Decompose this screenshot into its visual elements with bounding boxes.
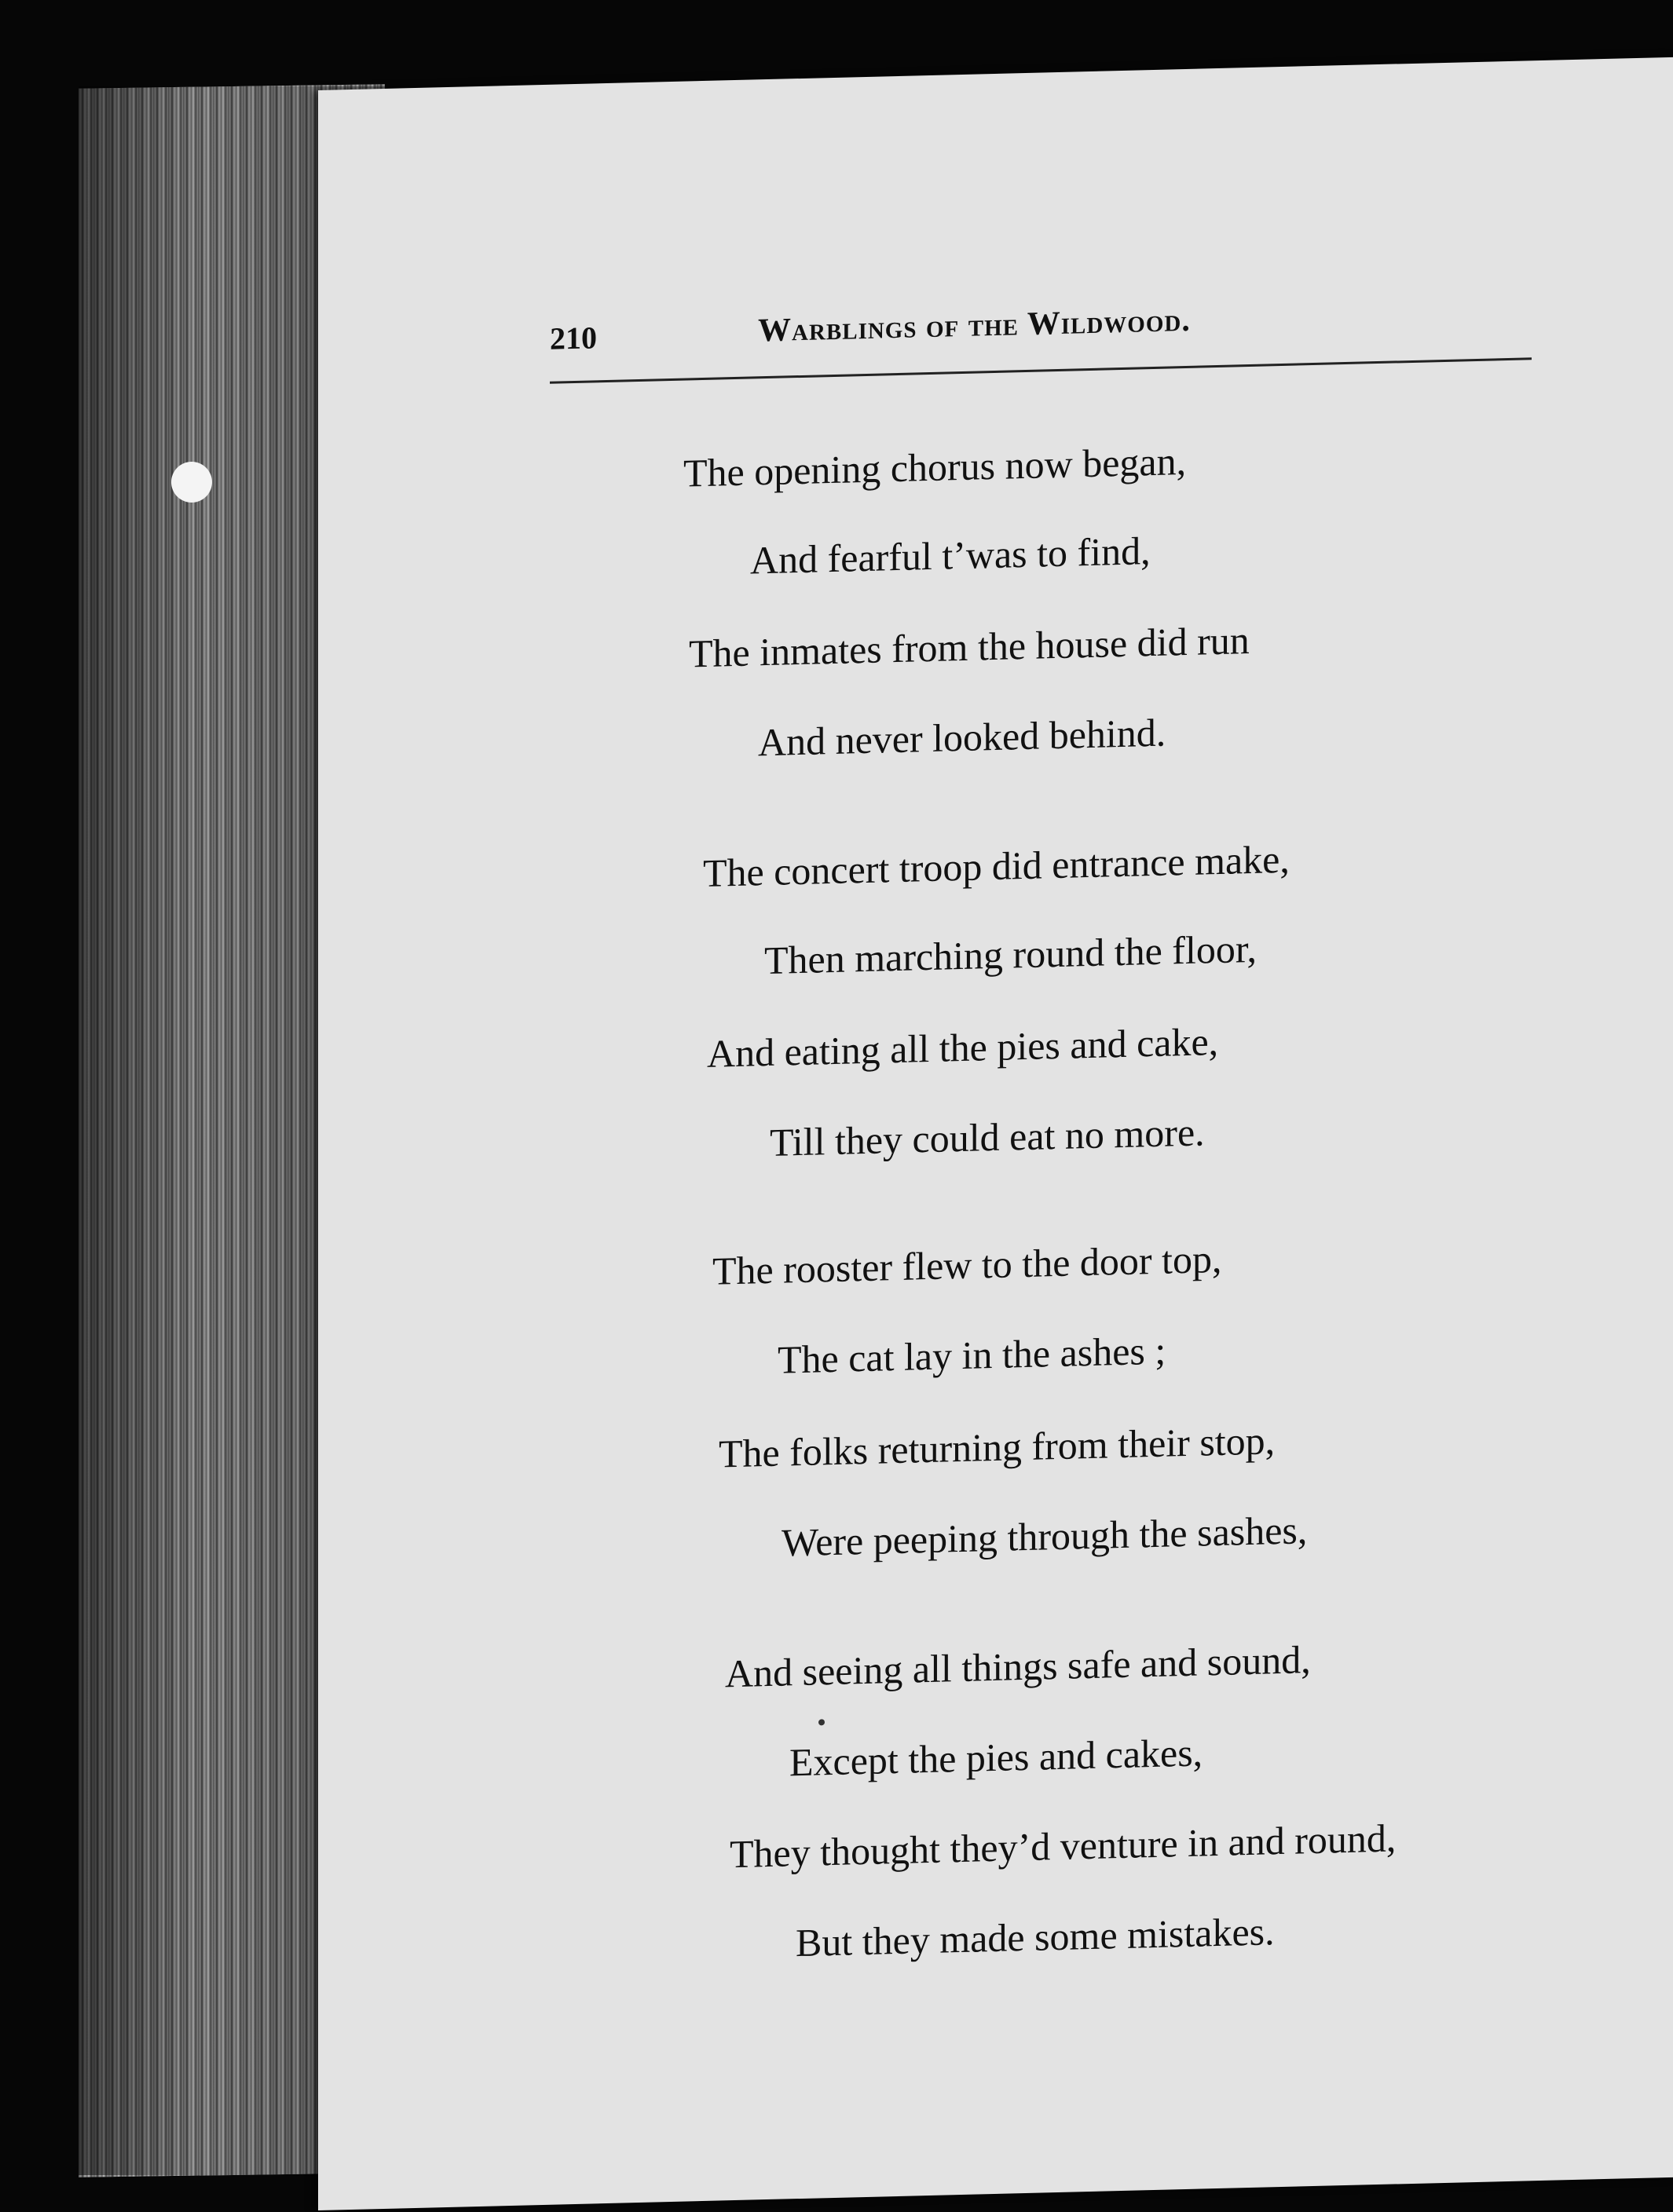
page-edge-spot: [171, 462, 212, 503]
page-content: [318, 57, 1673, 2210]
verse-line: And fearful t’was to find,: [750, 528, 1151, 583]
verse-line: The opening chorus now began,: [683, 438, 1187, 495]
book-title: Warblings of the Wildwood.: [758, 302, 1191, 349]
ink-speck: [818, 1719, 825, 1725]
running-head: [550, 296, 1532, 367]
verse-line: And seeing all things safe and sound,: [725, 1637, 1311, 1696]
verse-line: And never looked behind.: [758, 710, 1166, 765]
page-number: 210: [550, 320, 597, 356]
verse-line: Then marching round the floor,: [764, 926, 1257, 983]
page: [318, 57, 1673, 2210]
verse-line: They thought they’d venture in and round,: [730, 1815, 1397, 1877]
verse-line: And eating all the pies and cake,: [707, 1018, 1219, 1076]
verse-line: Except the pies and cakes,: [789, 1730, 1203, 1785]
verse-line: The cat lay in the ashes ;: [778, 1328, 1166, 1382]
verse-line: The concert troop did entrance make,: [703, 836, 1290, 896]
verse-line: But they made some mistakes.: [796, 1909, 1275, 1965]
verse-line: The folks returning from their stop,: [719, 1418, 1276, 1476]
verse-line: Till they could eat no more.: [770, 1110, 1205, 1164]
verse-line: The rooster flew to the door top,: [712, 1236, 1222, 1293]
verse-line: The inmates from the house did run: [689, 618, 1250, 676]
verse-line: Were peeping through the sashes,: [782, 1508, 1308, 1565]
